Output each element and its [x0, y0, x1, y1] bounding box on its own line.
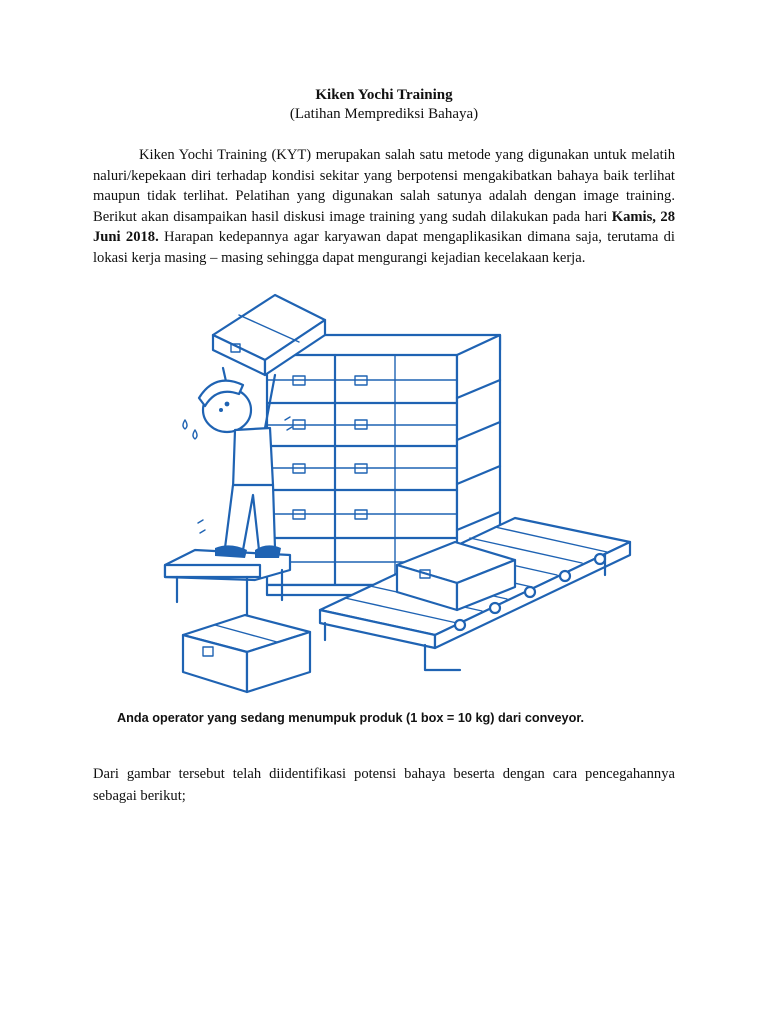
hazard-intro-paragraph: Dari gambar tersebut telah diidentifikasi potensi bahaya beserta dengan cara pencegahannya sebagai berikut;: [93, 766, 675, 804]
floor-box: [183, 615, 310, 692]
intro-text-part1: Kiken Yochi Training (KYT) merupakan salah satu metode yang digunakan untuk melatih naluri/kepekaan diri terhadap kondisi sekitar yang berpotensi mengakibatkan bahaya baik terlihat maupun tidak terlihat. Pelatihan yang digunakan salah satunya adalah dengan image training. Berikut akan disampaikan hasil diskusi image training yang sudah dilakukan pada hari: [93, 147, 675, 225]
document-title: Kiken Yochi Training: [315, 87, 453, 103]
kyt-illustration: [155, 280, 635, 710]
training-date: Kamis, 28 Juni 2018.: [93, 208, 675, 245]
document-subtitle: (Latihan Memprediksi Bahaya): [289, 106, 479, 122]
image-caption: Anda operator yang sedang menumpuk produk (1 box = 10 kg) dari conveyor.: [117, 711, 585, 725]
intro-text-part2: Harapan kedepannya agar karyawan dapat mengaplikasikan dimana saja, terutama di lokasi kerja masing – masing sehingga dapat mengurangi kejadian kecelakaan kerja.: [93, 229, 675, 266]
intro-paragraph: [93, 145, 675, 268]
